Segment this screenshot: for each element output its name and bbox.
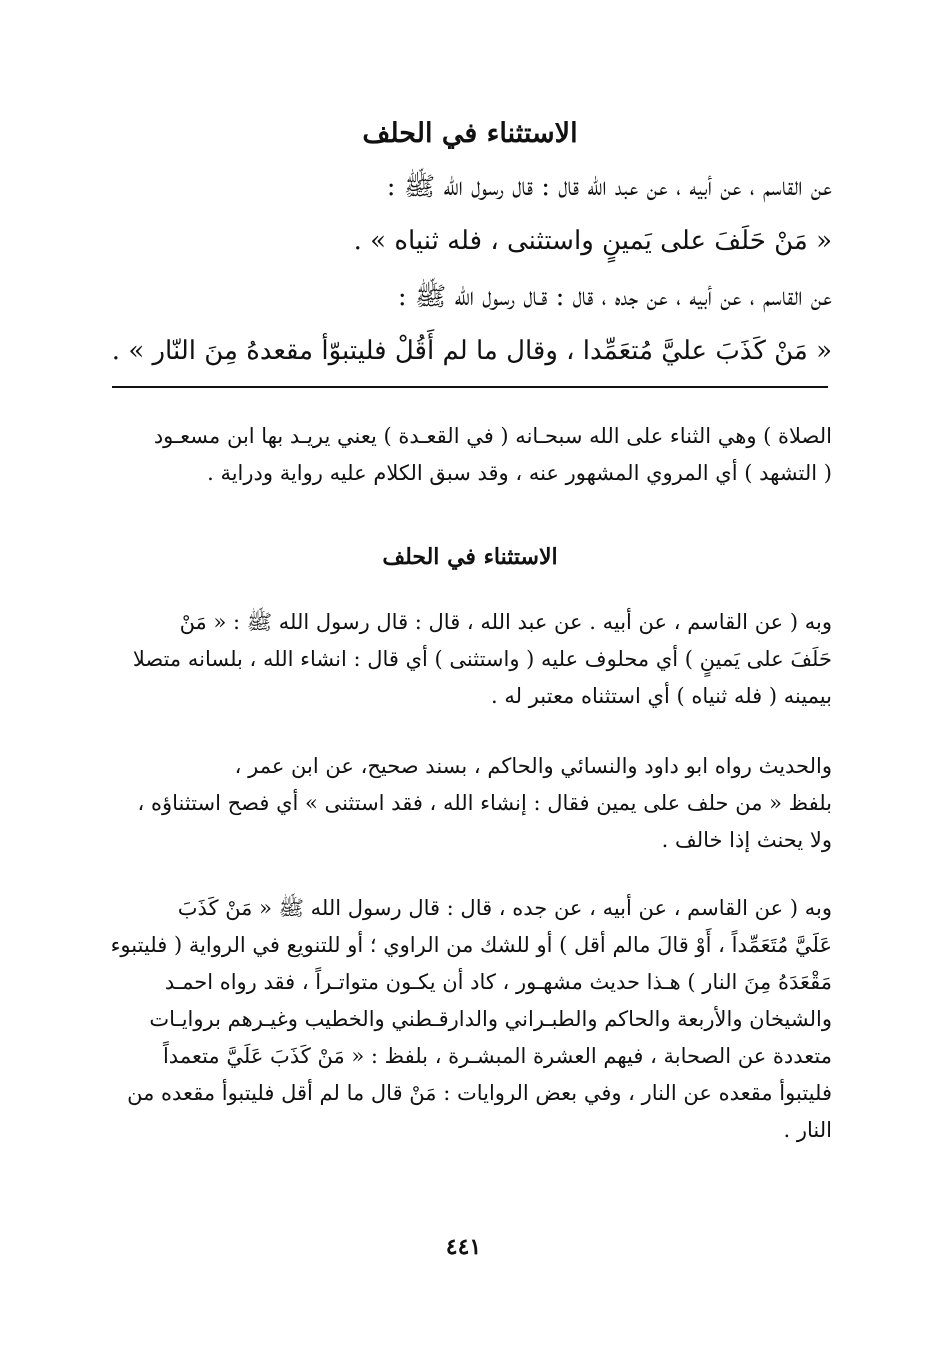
para-2-line-1: والحديث رواه ابو داود والنسائي والحاكم ، بسند صحيح، عن ابن عمر ، bbox=[234, 754, 832, 778]
commentary-para-1 bbox=[110, 604, 832, 715]
hadith-1-line-2: « مَنْ حَلَفَ على يَمينٍ واستثنى ، فله ثنياه » . bbox=[353, 226, 832, 256]
intro-line-1: الصلاة ) وهي الثناء على الله سبحـانه ( في القعـدة ) يعني يريـد بها ابن مسعـود bbox=[153, 424, 832, 448]
hadith-2 bbox=[110, 270, 832, 378]
hadith-2-line-1: عن القاسم ، عن أبيه ، عن جده ، قال : قـال رسول الله ﷺ : bbox=[397, 282, 832, 312]
commentary-intro bbox=[110, 418, 832, 492]
para-3-line-4: والشيخان والأربعة والحاكم والطبـراني والدارقـطني والخطيب وغيـرهم بروايـات bbox=[149, 1007, 832, 1031]
para-1-line-2: حَلَفَ على يَمينٍ ) أي محلوف عليه ( واستثنى ) أي قال : انشاء الله ، بلسانه متصلا bbox=[132, 647, 832, 671]
page-number: ٤٤١ bbox=[445, 1234, 482, 1260]
hadith-1-line-1: عن القاسم ، عن أبيه ، عن عبد الله قال : قال رسول الله ﷺ : bbox=[386, 172, 832, 202]
para-3-line-1: وبه ( عن القاسم ، عن أبيه ، عن جده ، قال : قال رسول الله ﷺ « مَنْ كَذَبَ bbox=[177, 896, 832, 920]
hadith-1 bbox=[110, 160, 832, 268]
hadith-2-line-2: « مَنْ كَذَبَ عليَّ مُتعَمِّدا ، وقال ما لم أَقُلْ فليتبوّأ مقعدهُ مِنَ النّار » . bbox=[111, 336, 832, 366]
commentary-heading: الاستثناء في الحلف bbox=[382, 544, 558, 570]
para-3-line-7: النار . bbox=[783, 1118, 832, 1142]
main-heading: الاستثناء في الحلف bbox=[362, 118, 578, 149]
para-3-line-2: عَلَيَّ مُتَعَمِّداً ، أَوْ قالَ مالم أقل ) أو للشك من الراوي ؛ أو للتنويع في الرواية ( فليتبوء bbox=[110, 933, 832, 957]
commentary-para-2 bbox=[110, 748, 832, 859]
intro-line-2: ( التشهد ) أي المروي المشهور عنه ، وقد سبق الكلام عليه رواية ودراية . bbox=[207, 461, 832, 485]
para-1-line-1: وبه ( عن القاسم ، عن أبيه . عن عبد الله ، قال : قال رسول الله ﷺ : « مَنْ bbox=[179, 610, 832, 634]
para-3-line-6: فليتبوأ مقعده عن النار ، وفي بعض الروايات : مَنْ قال ما لم أقل فليتبوأ مقعده من bbox=[127, 1081, 832, 1105]
para-2-line-3: ولا يحنث إذا خالف . bbox=[661, 828, 832, 852]
para-3-line-3: مَقْعَدَهُ مِنَ النار ) هـذا حديث مشهـور ، كاد أن يكـون متواتـراً ، فقد رواه احمـد bbox=[164, 970, 832, 994]
section-divider bbox=[112, 386, 828, 388]
commentary-para-3 bbox=[110, 890, 832, 1149]
para-3-line-5: متعددة عن الصحابة ، فيهم العشرة المبشـرة ، بلفظ : « مَنْ كَذَبَ عَلَيَّ متعمداً bbox=[162, 1044, 832, 1068]
para-2-line-2: بلفظ « من حلف على يمين فقال : إنشاء الله ، فقد استثنى » أي فصح استثناؤه ، bbox=[137, 791, 832, 815]
para-1-line-3: بيمينه ( فله ثنياه ) أي استثناه معتبر له . bbox=[491, 684, 832, 708]
